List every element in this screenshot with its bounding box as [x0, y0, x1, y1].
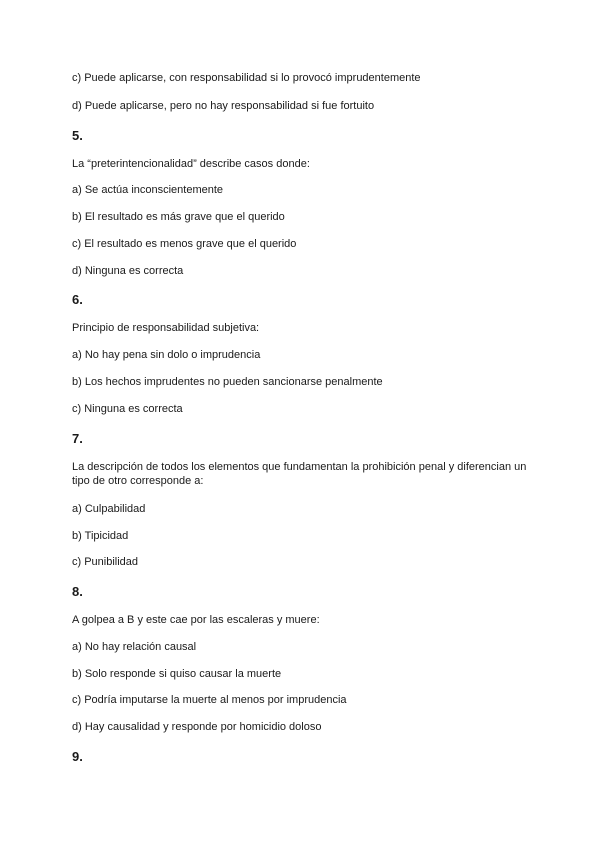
- q7-option-a: a) Culpabilidad: [72, 503, 146, 515]
- q6-option-b: b) Los hechos imprudentes no pueden sancionarse penalmente: [72, 376, 383, 388]
- q5-option-a: a) Se actúa inconscientemente: [72, 184, 224, 196]
- q8-option-d: d) Hay causalidad y responde por homicidio doloso: [72, 721, 322, 733]
- question-number-9: 9.: [72, 749, 83, 764]
- q7-option-b: b) Tipicidad: [72, 530, 129, 542]
- q7-prompt: La descripción de todos los elementos que fundamentan la prohibición penal y diferencian un tipo de otro corresponde a:: [72, 461, 527, 487]
- q5-option-b: b) El resultado es más grave que el querido: [72, 211, 285, 223]
- q4-option-d: d) Puede aplicarse, pero no hay responsabilidad si fue fortuito: [72, 100, 375, 112]
- question-number-8: 8.: [72, 584, 83, 599]
- q8-option-a: a) No hay relación causal: [72, 641, 197, 653]
- q8-prompt: A golpea a B y este cae por las escaleras y muere:: [72, 614, 320, 626]
- question-number-7: 7.: [72, 431, 83, 446]
- q6-prompt: Principio de responsabilidad subjetiva:: [72, 322, 260, 334]
- question-number-5: 5.: [72, 128, 83, 143]
- question-number-6: 6.: [72, 292, 83, 307]
- q8-option-b: b) Solo responde si quiso causar la muerte: [72, 668, 282, 680]
- q4-option-c: c) Puede aplicarse, con responsabilidad si lo provocó imprudentemente: [72, 72, 421, 84]
- q8-option-c: c) Podría imputarse la muerte al menos por imprudencia: [72, 694, 347, 706]
- q5-prompt: La “preterintencionalidad” describe casos donde:: [72, 158, 310, 170]
- q6-option-c: c) Ninguna es correcta: [72, 403, 183, 415]
- q7-option-c: c) Punibilidad: [72, 556, 139, 568]
- q5-option-c: c) El resultado es menos grave que el querido: [72, 238, 297, 250]
- q6-option-a: a) No hay pena sin dolo o imprudencia: [72, 349, 261, 361]
- q5-option-d: d) Ninguna es correcta: [72, 265, 184, 277]
